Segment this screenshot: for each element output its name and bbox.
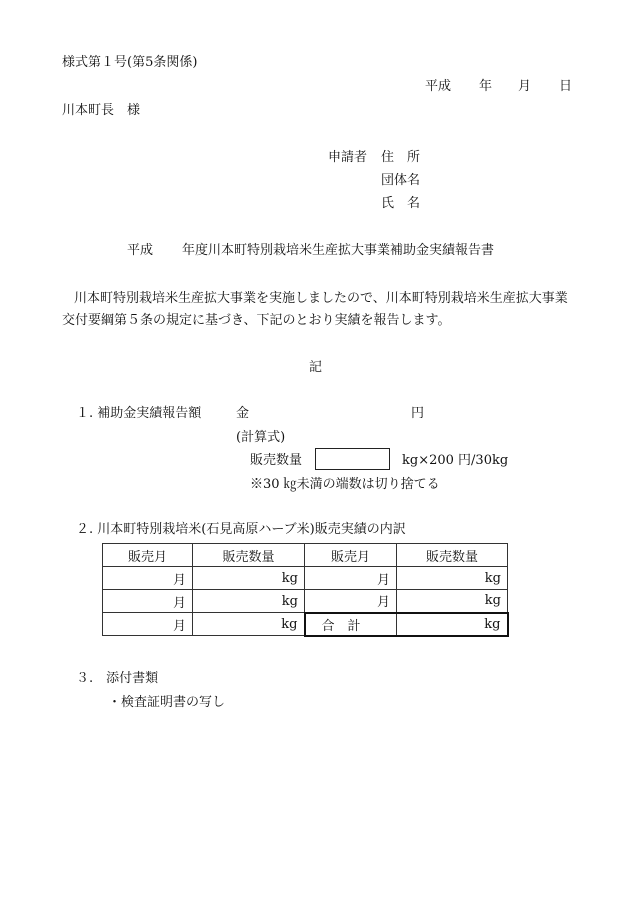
date-era: 平成 [425, 79, 452, 94]
date-year: 年 [479, 79, 493, 94]
addressee: 川本町長 様 [62, 103, 141, 118]
calc-label: (計算式) [236, 430, 286, 445]
table-row [103, 590, 508, 613]
title-era: 平成 [127, 243, 154, 258]
title-text: 年度川本町特別栽培米生産拡大事業補助金実績報告書 [182, 243, 495, 258]
rounding-note: ※30 ㎏未満の端数は切り捨てる [250, 477, 440, 492]
attachment-item: ・検査証明書の写し [108, 695, 226, 710]
month-cell[interactable]: 月 [305, 590, 397, 613]
total-label: 合 計 [305, 613, 397, 636]
total-kg-cell[interactable]: kg [397, 613, 508, 636]
section-3-heading: ３. 添付書類 [76, 671, 159, 686]
applicant-label: 申請者 [328, 150, 368, 165]
name-label: 氏 名 [381, 196, 421, 211]
table-header-row [103, 544, 508, 567]
table-row [103, 613, 508, 636]
formula-text: kg×200 円/30kg [402, 453, 509, 468]
column-header: 販売数量 [397, 544, 508, 567]
column-header: 販売数量 [193, 544, 305, 567]
kg-cell[interactable]: kg [397, 567, 508, 590]
section-2-heading: ２. 川本町特別栽培米(石見高原ハーブ米)販売実績の内訳 [76, 522, 406, 537]
kg-cell[interactable]: kg [193, 567, 305, 590]
form-number: 様式第１号(第5条関係) [62, 55, 198, 70]
month-cell[interactable]: 月 [103, 613, 193, 636]
quantity-input-box[interactable] [315, 448, 390, 470]
kg-cell[interactable]: kg [193, 590, 305, 613]
date-day: 日 [559, 79, 573, 94]
sales-table [102, 543, 509, 637]
kg-cell[interactable]: kg [397, 590, 508, 613]
month-cell[interactable]: 月 [103, 567, 193, 590]
date-month: 月 [518, 79, 532, 94]
group-label: 団体名 [381, 173, 421, 188]
month-cell[interactable]: 月 [305, 567, 397, 590]
ki-label: 記 [309, 360, 323, 375]
address-label: 住 所 [381, 150, 421, 165]
kin-label: 金 [236, 406, 250, 421]
column-header: 販売月 [103, 544, 193, 567]
body-paragraph: 川本町特別栽培米生産拡大事業を実施しましたので、川本町特別栽培米生産拡大事業交付要綱第５条の規定に基づき、下記のとおり実績を報告します。 [62, 291, 568, 328]
quantity-label: 販売数量 [250, 453, 303, 468]
yen-label: 円 [411, 406, 425, 421]
column-header: 販売月 [305, 544, 397, 567]
kg-cell[interactable]: kg [193, 613, 305, 636]
table-row [103, 567, 508, 590]
section-1-heading: １. 補助金実績報告額 [76, 406, 202, 421]
month-cell[interactable]: 月 [103, 590, 193, 613]
